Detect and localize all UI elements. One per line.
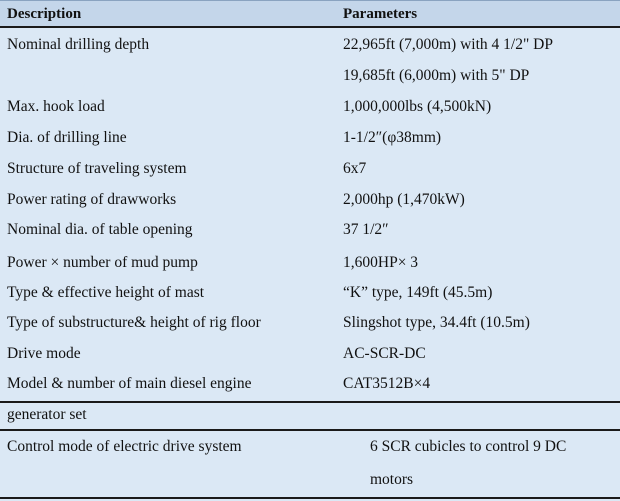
table-divider <box>0 429 620 431</box>
row-value: 22,965ft (7,000m) with 4 1/2" DP <box>343 36 553 53</box>
row-value: 1,600HP× 3 <box>343 254 419 271</box>
row-label: Type & effective height of mast <box>7 284 205 301</box>
row-label-continued: generator set <box>7 406 87 423</box>
row-value: Slingshot type, 34.4ft (10.5m) <box>343 314 530 331</box>
row-value: 2,000hp (1,470kW) <box>343 191 465 208</box>
row-label: Structure of traveling system <box>7 160 187 177</box>
row-label: Dia. of drilling line <box>7 129 127 146</box>
row-label: Nominal dia. of table opening <box>7 221 193 238</box>
row-value: CAT3512B×4 <box>343 375 431 392</box>
row-label: Max. hook load <box>7 98 105 115</box>
row-value: “K” type, 149ft (45.5m) <box>343 284 493 301</box>
table-bottom-rule <box>0 497 620 499</box>
row-label: Type of substructure& height of rig floor <box>7 314 261 331</box>
row-label: Power rating of drawworks <box>7 191 177 208</box>
header-description: Description <box>7 6 82 22</box>
row-label: Nominal drilling depth <box>7 36 150 53</box>
row-label: Model & number of main diesel engine <box>7 375 252 392</box>
row-label: Power × number of mud pump <box>7 254 198 271</box>
row-value: motors <box>370 471 414 488</box>
row-value: 19,685ft (6,000m) with 5" DP <box>343 67 530 84</box>
table-divider <box>0 401 620 403</box>
row-value: 6 SCR cubicles to control 9 DC <box>370 438 567 455</box>
row-label: Drive mode <box>7 345 81 362</box>
row-value: 6x7 <box>343 160 367 177</box>
row-value: 37 1/2″ <box>343 221 389 238</box>
header-parameters: Parameters <box>343 6 418 22</box>
table-header <box>0 0 620 28</box>
row-value: 1-1/2″(φ38mm) <box>343 129 442 146</box>
row-value: AC-SCR-DC <box>343 345 426 362</box>
row-label: Control mode of electric drive system <box>7 438 242 455</box>
row-value: 1,000,000lbs (4,500kN) <box>343 98 492 115</box>
